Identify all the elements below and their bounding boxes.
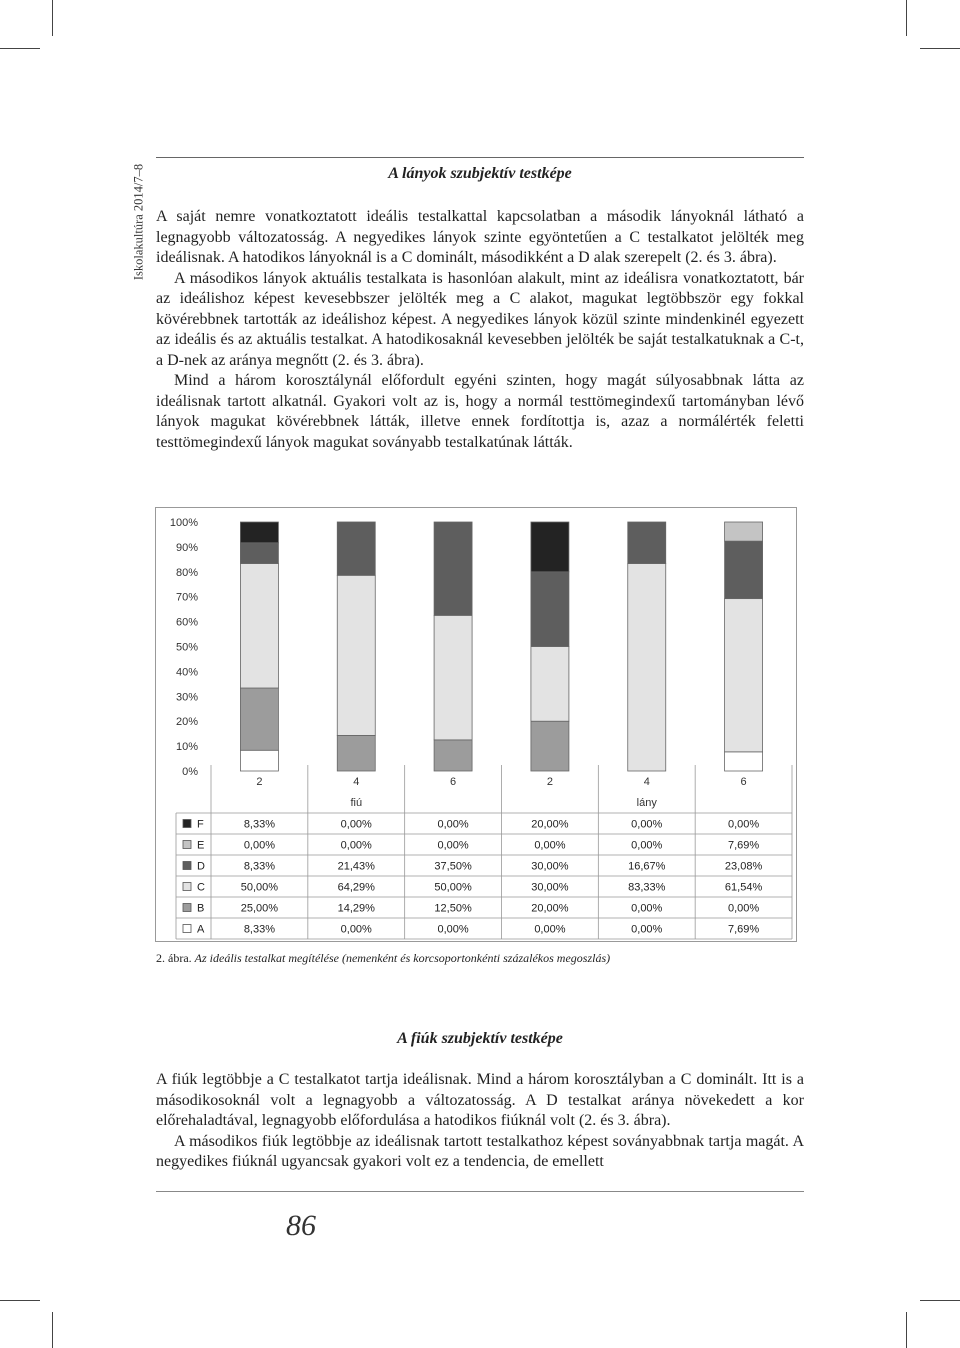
legend-label: A xyxy=(197,923,205,936)
legend-label: D xyxy=(197,860,205,873)
legend-label: B xyxy=(197,902,205,915)
data-label: 30,00% xyxy=(531,881,569,894)
crop-mark xyxy=(920,1300,960,1301)
bar-segment-F xyxy=(240,522,278,543)
data-label: 8,33% xyxy=(243,860,276,873)
bar-segment-C xyxy=(628,564,666,771)
data-label: 0,00% xyxy=(727,902,760,915)
paragraph: A másodikos fiúk legtöbbje az ideálisnak tartott testalkathoz képest soványabbnak tartja magát. A negyedikes fiúknál ugyancsak gyakori volt ez a tendencia, de emellett xyxy=(156,1132,804,1170)
data-label: 25,00% xyxy=(240,902,279,915)
group-label: lány xyxy=(636,797,657,809)
bar-segment-D xyxy=(725,541,763,598)
bar-segment-F xyxy=(531,522,569,572)
y-tick-label: 100% xyxy=(169,517,198,529)
group-label: fiú xyxy=(350,797,363,809)
crop-mark xyxy=(920,48,960,49)
bar-segment-D xyxy=(434,522,472,615)
data-label: 0,00% xyxy=(631,839,663,852)
header-rule xyxy=(156,157,804,158)
legend-swatch-C xyxy=(183,883,191,891)
data-label: 7,69% xyxy=(727,923,760,936)
data-label: 20,00% xyxy=(531,818,569,831)
data-label: 37,50% xyxy=(434,860,472,873)
y-tick-label: 90% xyxy=(175,541,198,554)
legend-label: E xyxy=(197,839,205,852)
crop-mark xyxy=(906,0,907,36)
paragraph: Mind a három korosztálynál előfordult egyéni szinten, hogy magát súlyosabbnak látta az ideálisnak tartott alkatnál. Gyakori volt az is, hogy a normál testtömegindexű tartományban lévő lányok magukat kövérebbnek látták, illetve ennek fordítottja is, azaz a normálérték feletti testtömegindexű lányok magukat soványabb testalkatúnak látták. xyxy=(156,372,804,451)
bar-segment-D xyxy=(240,543,278,564)
legend-label: C xyxy=(197,881,205,894)
data-label: 7,69% xyxy=(727,839,760,852)
data-label: 0,00% xyxy=(437,818,469,831)
data-label: 0,00% xyxy=(534,839,566,852)
bar-segment-D xyxy=(628,522,666,564)
data-label: 14,29% xyxy=(337,902,375,915)
data-label: 0,00% xyxy=(340,818,372,831)
data-label: 30,00% xyxy=(531,860,569,873)
data-label: 20,00% xyxy=(531,902,569,915)
y-tick-label: 0% xyxy=(182,766,198,778)
figure-caption xyxy=(156,951,610,966)
data-label: 0,00% xyxy=(631,923,663,936)
bar-segment-C xyxy=(434,615,472,740)
crop-mark xyxy=(0,48,40,49)
running-head-text: Iskolakultúra 2014/7–8 xyxy=(131,163,146,281)
data-label: 0,00% xyxy=(243,839,276,852)
bar-segment-C xyxy=(337,575,375,735)
data-label: 0,00% xyxy=(631,902,663,915)
data-label: 0,00% xyxy=(727,818,760,831)
x-tick-label: 4 xyxy=(353,776,360,788)
paragraph: A saját nemre vonatkoztatott ideális testalkattal kapcsolatban a második lányoknál látható a legnagyobb változatosság. A negyedikes lányok szinte egyöntetűen a C testalkatot jelölték meg ideálisnak. A hatodikos lányoknál is a C dominált, másodikként a D alak szerepelt (2. és 3. ábra). xyxy=(156,208,804,266)
legend-swatch-D xyxy=(183,862,191,870)
data-label: 50,00% xyxy=(240,881,279,894)
page-number: 86 xyxy=(286,1209,316,1242)
bar-segment-A xyxy=(725,752,763,771)
y-tick-label: 40% xyxy=(175,666,198,679)
x-tick-label: 2 xyxy=(546,776,553,788)
data-label: 83,33% xyxy=(628,881,666,894)
bar-segment-C xyxy=(531,647,569,722)
bar-segment-D xyxy=(531,572,569,647)
stacked-bar-chart xyxy=(156,508,796,941)
section-title-boys: A fiúk szubjektív testképe xyxy=(397,1030,563,1047)
data-label: 12,50% xyxy=(434,902,472,915)
legend-swatch-F xyxy=(183,820,191,828)
bar-segment-B xyxy=(240,688,278,750)
crop-mark xyxy=(0,1300,40,1301)
data-label: 8,33% xyxy=(243,818,276,831)
section-text-girls xyxy=(156,207,804,453)
data-label: 0,00% xyxy=(534,923,566,936)
chart-frame xyxy=(155,507,797,942)
data-label: 8,33% xyxy=(243,923,276,936)
x-tick-label: 6 xyxy=(450,776,457,788)
figure-number: 2. ábra. xyxy=(156,951,192,965)
bar-segment-A xyxy=(240,750,278,771)
y-tick-label: 70% xyxy=(175,591,198,604)
y-tick-label: 30% xyxy=(175,691,198,704)
running-head xyxy=(128,157,150,287)
x-tick-label: 4 xyxy=(643,776,650,788)
legend-swatch-B xyxy=(183,904,191,912)
data-label: 0,00% xyxy=(437,923,469,936)
legend-swatch-E xyxy=(183,841,191,849)
data-label: 50,00% xyxy=(434,881,472,894)
data-label: 0,00% xyxy=(631,818,663,831)
bar-segment-D xyxy=(337,522,375,575)
bar-segment-B xyxy=(531,721,569,771)
paragraph: A fiúk legtöbbje a C testalkatot tartja ideálisnak. Mind a három korosztályban a C dominált. Itt is a másodikosoknál volt a legnagyobb a változatosság. A D testalkat aránya növekedett a kor előrehaladtával, legnagyobb előfordulása a hatodikos fiúknál volt (2. és 3. ábra). xyxy=(156,1071,804,1129)
crop-mark xyxy=(52,1312,53,1348)
figure-caption-text: Az ideális testalkat megítélése (nemenként és korcsoportonkénti százalékos megoszlás) xyxy=(194,951,611,965)
bar-segment-B xyxy=(434,740,472,771)
data-label: 61,54% xyxy=(724,881,763,894)
section-text-boys xyxy=(156,1070,804,1173)
y-tick-label: 60% xyxy=(175,616,198,629)
data-label: 23,08% xyxy=(724,860,763,873)
paragraph: A másodikos lányok aktuális testalkata is hasonlóan alakult, mint az ideálisra vonatkoztatott, bár az ideálishoz képest kevesebbszer jelölték meg a C alakot, magukat legtöbbször egy fokkal kövérebbnek tartották az ideálishoz képest. A negyedikes lányok közül szinte mindenkinél egyezett az ideális és az aktuális testalkat. A hatodikosaknál kevesebben jelölték be saját testalkatuknak a C-t, a D-nek az aránya megnőtt (2. és 3. ábra). xyxy=(156,269,804,369)
y-tick-label: 50% xyxy=(175,641,198,654)
legend-label: F xyxy=(197,818,204,831)
crop-mark xyxy=(906,1312,907,1348)
x-tick-label: 2 xyxy=(256,776,263,788)
section-title-girls: A lányok szubjektív testképe xyxy=(388,165,572,182)
bar-segment-B xyxy=(337,735,375,771)
x-tick-label: 6 xyxy=(740,776,747,788)
bar-segment-C xyxy=(240,564,278,689)
data-label: 0,00% xyxy=(340,839,372,852)
legend-swatch-A xyxy=(183,925,191,933)
crop-mark xyxy=(52,0,53,36)
bar-segment-E xyxy=(725,522,763,541)
y-tick-label: 10% xyxy=(175,741,198,754)
data-label: 64,29% xyxy=(337,881,375,894)
footer-rule xyxy=(156,1191,804,1192)
y-tick-label: 80% xyxy=(175,566,198,579)
data-label: 21,43% xyxy=(337,860,375,873)
y-tick-label: 20% xyxy=(175,716,198,729)
bar-segment-C xyxy=(725,599,763,752)
data-label: 0,00% xyxy=(437,839,469,852)
data-label: 16,67% xyxy=(628,860,666,873)
data-label: 0,00% xyxy=(340,923,372,936)
